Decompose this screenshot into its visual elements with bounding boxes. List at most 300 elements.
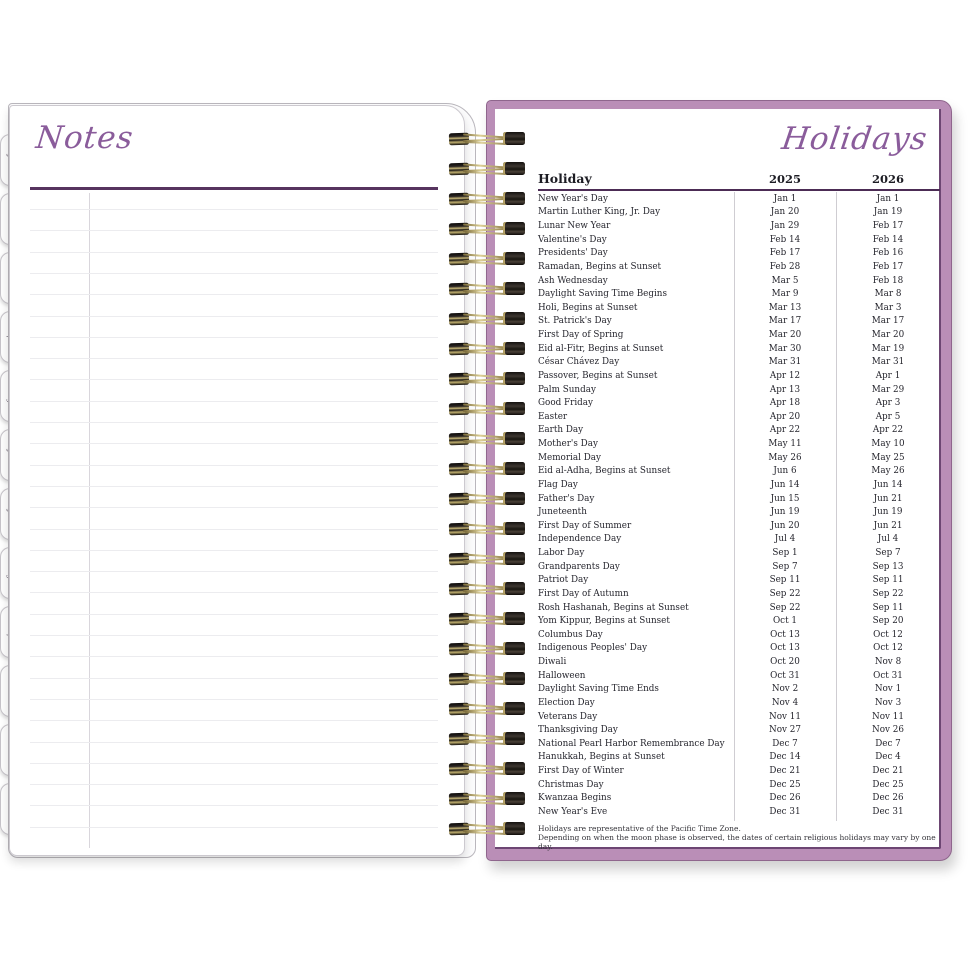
ruled-line <box>30 486 438 487</box>
date-2025: Jun 15 <box>770 493 800 504</box>
ruled-line <box>30 699 438 700</box>
holiday-name: Kwanzaa Begins <box>538 793 612 804</box>
binder-ring <box>447 222 527 237</box>
holiday-name: Memorial Day <box>538 452 601 463</box>
holiday-row <box>538 642 940 656</box>
ruled-line <box>30 614 438 615</box>
ring-end-right <box>503 312 525 325</box>
holiday-name: Palm Sunday <box>538 384 596 395</box>
holiday-row <box>538 356 940 370</box>
holiday-row <box>538 206 940 220</box>
holiday-row <box>538 601 940 615</box>
date-2025: Dec 14 <box>769 752 801 763</box>
binder-ring <box>447 492 527 507</box>
ruled-line <box>30 529 438 530</box>
date-2025: May 11 <box>768 439 802 450</box>
date-2025: Dec 21 <box>769 766 801 777</box>
holidays-page <box>495 109 941 849</box>
ring-wire <box>465 441 507 445</box>
date-2025: Dec 26 <box>769 793 801 804</box>
holiday-row <box>538 710 940 724</box>
binder-ring <box>447 792 527 807</box>
holiday-name: Holi, Begins at Sunset <box>538 302 638 313</box>
holiday-name: Christmas Day <box>538 779 604 790</box>
holiday-name: Thanksgiving Day <box>538 725 618 736</box>
footnote-line: Depending on when the moon phase is observed, the dates of certain religious holidays may vary by one day. <box>538 833 936 851</box>
binder-ring <box>447 432 527 447</box>
holiday-row <box>538 260 940 274</box>
holiday-name: National Pearl Harbor Remembrance Day <box>538 738 725 749</box>
date-2025: Apr 20 <box>769 411 801 422</box>
holiday-row <box>538 751 940 765</box>
holiday-row <box>538 301 940 315</box>
holiday-name: Diwali <box>538 657 567 668</box>
holiday-row <box>538 247 940 261</box>
holiday-name: Eid al-Adha, Begins at Sunset <box>538 466 671 477</box>
ring-end-right <box>503 552 525 565</box>
holiday-name: New Year's Eve <box>538 806 608 817</box>
date-2025: Jan 1 <box>773 193 797 204</box>
holiday-name: Ash Wednesday <box>538 275 608 286</box>
holiday-row <box>538 287 940 301</box>
holiday-row <box>538 478 940 492</box>
date-2025: Dec 31 <box>769 806 801 817</box>
holiday-row <box>538 655 940 669</box>
holiday-row <box>538 614 940 628</box>
date-2026: Sep 13 <box>872 561 904 572</box>
date-2026: Mar 20 <box>871 330 905 341</box>
holiday-row <box>538 465 940 479</box>
date-2025: Apr 12 <box>769 370 801 381</box>
ring-wire <box>465 351 507 355</box>
holiday-name: Indigenous Peoples' Day <box>538 643 648 654</box>
ring-end-right <box>503 252 525 265</box>
binder-ring <box>447 522 527 537</box>
date-2025: Dec 25 <box>769 779 801 790</box>
ruled-line <box>30 507 438 508</box>
notes-page-title: Notes <box>34 120 136 156</box>
ruled-line <box>30 635 438 636</box>
holiday-row <box>538 274 940 288</box>
date-2026: Mar 17 <box>871 316 905 327</box>
ring-wire <box>465 801 507 805</box>
holiday-row <box>538 383 940 397</box>
ring-wire <box>465 501 507 505</box>
ruled-line <box>30 720 438 721</box>
holiday-row <box>538 519 940 533</box>
ruled-line <box>30 805 438 806</box>
date-2026: Dec 4 <box>875 752 901 763</box>
ruled-line <box>30 678 438 679</box>
binder-ring <box>447 312 527 327</box>
holiday-name: César Chávez Day <box>538 357 620 368</box>
date-2026: Sep 11 <box>872 575 904 586</box>
date-2026: Jan 1 <box>876 193 900 204</box>
holiday-row <box>538 669 940 683</box>
binder-ring <box>447 402 527 417</box>
ruled-line <box>30 358 438 359</box>
date-2025: Jun 6 <box>773 466 797 477</box>
binder-ring <box>447 132 527 147</box>
date-2026: Apr 5 <box>875 411 901 422</box>
holiday-name: Passover, Begins at Sunset <box>538 370 658 381</box>
holiday-row <box>538 683 940 697</box>
date-2025: Sep 7 <box>772 561 798 572</box>
date-2026: Feb 17 <box>872 261 904 272</box>
date-2026: Jun 21 <box>873 493 903 504</box>
ruled-line <box>30 252 438 253</box>
ruled-line <box>30 209 438 210</box>
ring-end-right <box>503 462 525 475</box>
ruled-line <box>30 294 438 295</box>
holiday-table-body <box>538 192 940 819</box>
ring-end-right <box>503 762 525 775</box>
ruled-line <box>30 571 438 572</box>
date-2026: Oct 12 <box>873 629 903 640</box>
ring-end-right <box>503 582 525 595</box>
holiday-name: Daylight Saving Time Ends <box>538 684 659 695</box>
ring-end-right <box>503 192 525 205</box>
date-2025: Oct 1 <box>772 616 798 627</box>
ring-end-right <box>503 342 525 355</box>
holiday-name: Mother's Day <box>538 439 598 450</box>
holiday-row <box>538 233 940 247</box>
ring-wire <box>465 531 507 535</box>
holiday-row <box>538 533 940 547</box>
date-2026: Mar 31 <box>871 357 905 368</box>
ruled-line <box>30 465 438 466</box>
date-2025: Sep 1 <box>772 548 798 559</box>
holiday-name: Presidents' Day <box>538 248 608 259</box>
planner-cover <box>486 100 952 861</box>
date-2025: Oct 20 <box>770 657 800 668</box>
binder-ring <box>447 342 527 357</box>
holiday-table-header <box>538 171 940 186</box>
holiday-row <box>538 696 940 710</box>
holiday-row <box>538 792 940 806</box>
holiday-row <box>538 396 940 410</box>
date-2025: Nov 27 <box>769 725 801 736</box>
ring-wire <box>465 651 507 655</box>
column-header-2026: 2026 <box>871 172 904 186</box>
holiday-name: Yom Kippur, Begins at Sunset <box>538 616 670 627</box>
ring-end-right <box>503 372 525 385</box>
date-2025: Sep 22 <box>769 588 801 599</box>
holiday-row <box>538 628 940 642</box>
date-2026: Apr 22 <box>872 425 904 436</box>
date-2026: Feb 18 <box>872 275 904 286</box>
holiday-row <box>538 437 940 451</box>
ring-end-right <box>503 432 525 445</box>
ruled-line <box>30 550 438 551</box>
date-2025: Jan 20 <box>770 207 800 218</box>
date-2025: Mar 31 <box>768 357 802 368</box>
date-2025: Nov 2 <box>771 684 799 695</box>
ruled-line <box>30 401 438 402</box>
holiday-name: Valentine's Day <box>538 234 607 245</box>
holiday-name: Good Friday <box>538 398 594 409</box>
holiday-name: Hanukkah, Begins at Sunset <box>538 752 665 763</box>
date-2025: Mar 17 <box>768 316 802 327</box>
ruled-line <box>30 656 438 657</box>
date-2026: May 10 <box>871 439 905 450</box>
holiday-name: Juneteenth <box>538 507 587 518</box>
date-2025: May 26 <box>768 452 802 463</box>
ruled-line <box>30 742 438 743</box>
holiday-name: First Day of Summer <box>538 520 632 531</box>
date-2026: Dec 31 <box>872 806 904 817</box>
date-2026: Dec 25 <box>872 779 904 790</box>
ruled-line <box>30 230 438 231</box>
date-2026: Feb 16 <box>872 248 904 259</box>
binder-ring <box>447 192 527 207</box>
binder-ring <box>447 672 527 687</box>
date-2026: Sep 7 <box>875 548 901 559</box>
date-2026: Nov 3 <box>874 697 902 708</box>
date-2026: Jul 4 <box>877 534 899 545</box>
date-2025: Sep 11 <box>769 575 801 586</box>
binder-ring <box>447 162 527 177</box>
date-2025: Jan 29 <box>770 221 800 232</box>
binder-ring <box>447 702 527 717</box>
ruled-line <box>30 422 438 423</box>
holiday-name: Flag Day <box>538 479 578 490</box>
date-2025: Oct 31 <box>770 670 800 681</box>
holiday-row <box>538 315 940 329</box>
holiday-name: Easter <box>538 411 568 422</box>
date-2026: Jun 21 <box>873 520 903 531</box>
date-2025: Jun 14 <box>770 479 800 490</box>
holiday-row <box>538 560 940 574</box>
holiday-name: First Day of Spring <box>538 330 624 341</box>
holiday-row <box>538 192 940 206</box>
ring-wire <box>465 321 507 325</box>
binder-ring <box>447 612 527 627</box>
date-2026: Nov 8 <box>874 657 902 668</box>
binder-ring <box>447 642 527 657</box>
date-2025: Apr 13 <box>769 384 801 395</box>
holiday-name: Daylight Saving Time Begins <box>538 289 667 300</box>
date-2026: May 25 <box>871 452 905 463</box>
holiday-name: New Year's Day <box>538 193 608 204</box>
ring-wire <box>465 231 507 235</box>
holiday-name: Columbus Day <box>538 629 603 640</box>
ring-end-right <box>503 732 525 745</box>
date-2026: Dec 7 <box>875 738 901 749</box>
binder-ring <box>447 762 527 777</box>
ring-end-right <box>503 402 525 415</box>
date-2025: Apr 22 <box>769 425 801 436</box>
spiral-binding <box>447 132 527 844</box>
ring-end-right <box>503 702 525 715</box>
date-2026: Mar 3 <box>874 302 902 313</box>
holiday-name: First Day of Autumn <box>538 588 629 599</box>
column-header-holiday: Holiday <box>538 171 592 186</box>
holiday-name: First Day of Winter <box>538 766 624 777</box>
date-2025: Oct 13 <box>770 643 800 654</box>
holiday-row <box>538 587 940 601</box>
ring-wire <box>465 771 507 775</box>
holiday-row <box>538 424 940 438</box>
date-2026: Sep 22 <box>872 588 904 599</box>
date-2026: Jun 14 <box>873 479 903 490</box>
ring-wire <box>465 291 507 295</box>
holiday-row <box>538 492 940 506</box>
holiday-name: Earth Day <box>538 425 584 436</box>
date-2025: Mar 13 <box>768 302 802 313</box>
date-2025: Mar 9 <box>771 289 799 300</box>
ring-wire <box>465 681 507 685</box>
date-2025: Apr 18 <box>769 398 801 409</box>
notes-header-rule <box>30 187 438 190</box>
date-2025: Nov 4 <box>771 697 799 708</box>
footnotes <box>538 824 940 851</box>
date-2026: Dec 26 <box>872 793 904 804</box>
binder-ring <box>447 252 527 267</box>
date-2026: Jun 19 <box>873 507 903 518</box>
holiday-row <box>538 505 940 519</box>
holiday-row <box>538 546 940 560</box>
date-2025: Jun 19 <box>770 507 800 518</box>
date-2026: Oct 31 <box>873 670 903 681</box>
ring-end-right <box>503 282 525 295</box>
holiday-name: Independence Day <box>538 534 622 545</box>
holiday-name: Martin Luther King, Jr. Day <box>538 207 661 218</box>
ring-wire <box>465 261 507 265</box>
ruled-line <box>30 316 438 317</box>
footnote-line: Holidays are representative of the Pacific Time Zone. <box>538 824 741 833</box>
notes-page <box>9 105 465 856</box>
binder-ring <box>447 282 527 297</box>
column-header-2025: 2025 <box>768 172 801 186</box>
date-2025: Mar 30 <box>768 343 802 354</box>
ring-wire <box>465 471 507 475</box>
ring-wire <box>465 591 507 595</box>
date-2026: Oct 12 <box>873 643 903 654</box>
date-2026: Sep 20 <box>872 616 904 627</box>
holiday-name: Patriot Day <box>538 575 589 586</box>
holiday-row <box>538 410 940 424</box>
holiday-row <box>538 764 940 778</box>
holiday-name: Ramadan, Begins at Sunset <box>538 261 662 272</box>
date-2026: Nov 11 <box>872 711 904 722</box>
ring-wire <box>465 711 507 715</box>
binder-ring <box>447 462 527 477</box>
ring-end-right <box>503 522 525 535</box>
date-2025: Oct 13 <box>770 629 800 640</box>
date-2025: Feb 17 <box>769 248 801 259</box>
ring-end-right <box>503 612 525 625</box>
holiday-header-rule <box>538 189 940 191</box>
date-2026: Feb 14 <box>872 234 904 245</box>
date-2026: Nov 1 <box>874 684 902 695</box>
holiday-row <box>538 737 940 751</box>
holiday-row <box>538 778 940 792</box>
date-2025: Feb 14 <box>769 234 801 245</box>
ring-wire <box>465 141 507 145</box>
date-2026: Dec 21 <box>872 766 904 777</box>
holiday-name: Eid al-Fitr, Begins at Sunset <box>538 343 664 354</box>
ring-wire <box>465 741 507 745</box>
date-2025: Nov 11 <box>769 711 801 722</box>
ruled-line <box>30 273 438 274</box>
holiday-row <box>538 342 940 356</box>
date-2026: Mar 19 <box>871 343 905 354</box>
binder-ring <box>447 372 527 387</box>
date-2026: Sep 11 <box>872 602 904 613</box>
date-2026: Feb 17 <box>872 221 904 232</box>
date-2026: Nov 26 <box>872 725 904 736</box>
date-2025: Feb 28 <box>769 261 801 272</box>
holiday-name: Labor Day <box>538 548 585 559</box>
binder-ring <box>447 822 527 837</box>
ring-wire <box>465 621 507 625</box>
holiday-row <box>538 219 940 233</box>
date-2026: Mar 29 <box>871 384 905 395</box>
holiday-row <box>538 723 940 737</box>
ring-wire <box>465 831 507 835</box>
date-2026: May 26 <box>871 466 905 477</box>
date-2026: Jan 19 <box>873 207 903 218</box>
ring-wire <box>465 201 507 205</box>
ring-end-right <box>503 822 525 835</box>
holiday-name: Halloween <box>538 670 586 681</box>
date-2025: Mar 5 <box>771 275 799 286</box>
holiday-name: Election Day <box>538 697 595 708</box>
holiday-row <box>538 451 940 465</box>
ruled-line <box>30 337 438 338</box>
date-2025: Mar 20 <box>768 330 802 341</box>
ring-end-right <box>503 792 525 805</box>
date-2025: Dec 7 <box>772 738 798 749</box>
binder-ring <box>447 552 527 567</box>
ring-end-right <box>503 672 525 685</box>
ruled-line <box>30 784 438 785</box>
date-2026: Apr 1 <box>875 370 901 381</box>
holiday-name: Father's Day <box>538 493 595 504</box>
holiday-name: Lunar New Year <box>538 221 611 232</box>
holiday-name: Grandparents Day <box>538 561 620 572</box>
ring-wire <box>465 381 507 385</box>
holiday-row <box>538 805 940 819</box>
ring-end-right <box>503 492 525 505</box>
ruled-line <box>30 763 438 764</box>
holiday-name: Rosh Hashanah, Begins at Sunset <box>538 602 689 613</box>
ruled-line <box>30 592 438 593</box>
date-2026: Apr 3 <box>875 398 901 409</box>
holiday-name: St. Patrick's Day <box>538 316 612 327</box>
ring-end-right <box>503 162 525 175</box>
ring-wire <box>465 171 507 175</box>
ruled-line <box>30 379 438 380</box>
ring-end-right <box>503 642 525 655</box>
holidays-page-title: Holidays <box>779 121 930 157</box>
ring-wire <box>465 561 507 565</box>
date-2025: Sep 22 <box>769 602 801 613</box>
ring-wire <box>465 411 507 415</box>
binder-ring <box>447 732 527 747</box>
ruled-line <box>30 443 438 444</box>
holiday-row <box>538 574 940 588</box>
binder-ring <box>447 582 527 597</box>
ruled-line <box>30 827 438 828</box>
date-2026: Mar 8 <box>874 289 902 300</box>
date-2025: Jul 4 <box>774 534 796 545</box>
ring-end-right <box>503 222 525 235</box>
holiday-row <box>538 328 940 342</box>
ring-end-right <box>503 132 525 145</box>
holiday-name: Veterans Day <box>538 711 598 722</box>
